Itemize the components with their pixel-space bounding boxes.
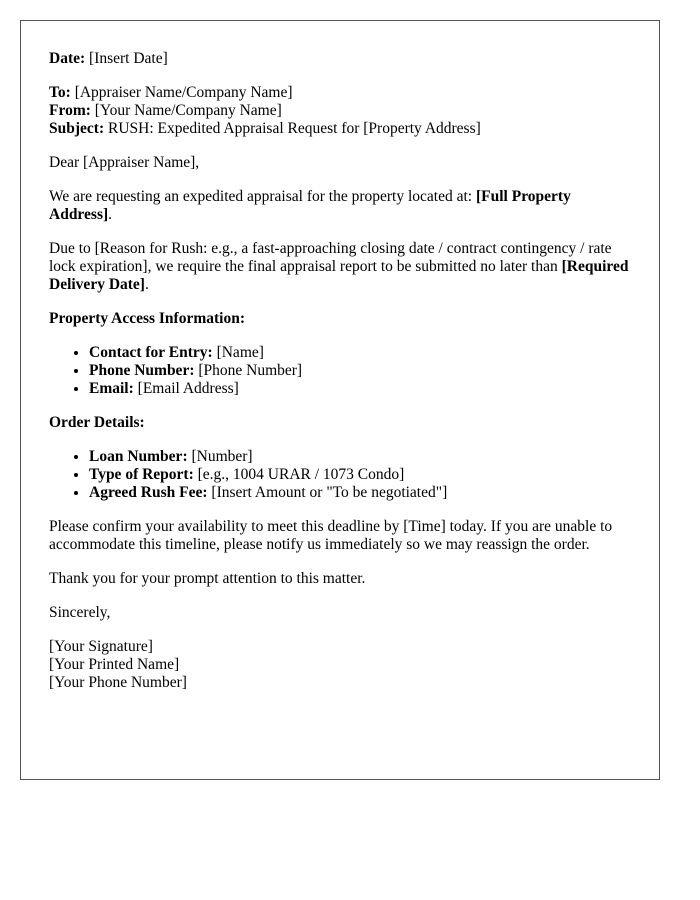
reason-paragraph [49,240,631,294]
subject-label: Subject: [49,120,105,137]
order-heading-text: Order Details: [49,414,145,431]
required-delivery-date: [Required Delivery Date] [49,258,629,293]
access-heading [49,310,631,328]
intro-paragraph [49,188,631,224]
salutation: Dear [Appraiser Name], [49,154,200,171]
reason-end: . [144,276,149,293]
reason-text: Due to [Reason for Rush: e.g., a fast-approaching closing date / contract contingency / rate lock expiration], we require the final appraisal report to be submitted no later than [49,240,612,275]
subject-line [49,120,631,138]
report-type-value: [e.g., 1004 URAR / 1073 Condo] [193,466,405,483]
contact-value: [Name] [212,344,264,361]
order-heading [49,414,631,432]
rush-fee-value: [Insert Amount or "To be negotiated"] [207,484,448,501]
list-item [89,344,631,362]
from-label: From: [49,102,91,119]
list-item [89,380,631,398]
access-heading-text: Property Access Information: [49,310,246,327]
list-item [89,466,631,484]
property-address: [Full Property Address] [49,188,571,223]
email-label: Email: [89,380,134,397]
phone-number-line: [Your Phone Number] [49,674,187,691]
rush-fee-label: Agreed Rush Fee: [89,484,208,501]
signature-line: [Your Signature] [49,638,153,655]
subject-value: RUSH: Expedited Appraisal Request for [Property Address] [104,120,481,137]
from-line [49,102,631,120]
letter-page [20,20,660,780]
from-value: [Your Name/Company Name] [90,102,282,119]
phone-label: Phone Number: [89,362,195,379]
list-item [89,448,631,466]
closing: Sincerely, [49,604,111,621]
report-type-label: Type of Report: [89,466,194,483]
confirm-paragraph: Please confirm your availability to meet this deadline by [Time] today. If you are unable to accommodate this timeline, please notify us immediately so we may reassign the order. [49,518,613,553]
intro-end: . [108,206,113,223]
thanks-paragraph: Thank you for your prompt attention to this matter. [49,570,366,587]
to-value: [Appraiser Name/Company Name] [70,84,293,101]
contact-label: Contact for Entry: [89,344,213,361]
date-value: [Insert Date] [85,50,168,67]
order-list [49,448,631,502]
intro-text: We are requesting an expedited appraisal for the property located at: [49,188,476,205]
email-value: [Email Address] [133,380,239,397]
list-item [89,484,631,502]
to-line [49,84,631,102]
date-line [49,50,631,68]
phone-value: [Phone Number] [194,362,303,379]
printed-name-line: [Your Printed Name] [49,656,180,673]
date-label: Date: [49,50,86,67]
to-label: To: [49,84,71,101]
loan-number-label: Loan Number: [89,448,188,465]
access-list [49,344,631,398]
list-item [89,362,631,380]
loan-number-value: [Number] [187,448,253,465]
